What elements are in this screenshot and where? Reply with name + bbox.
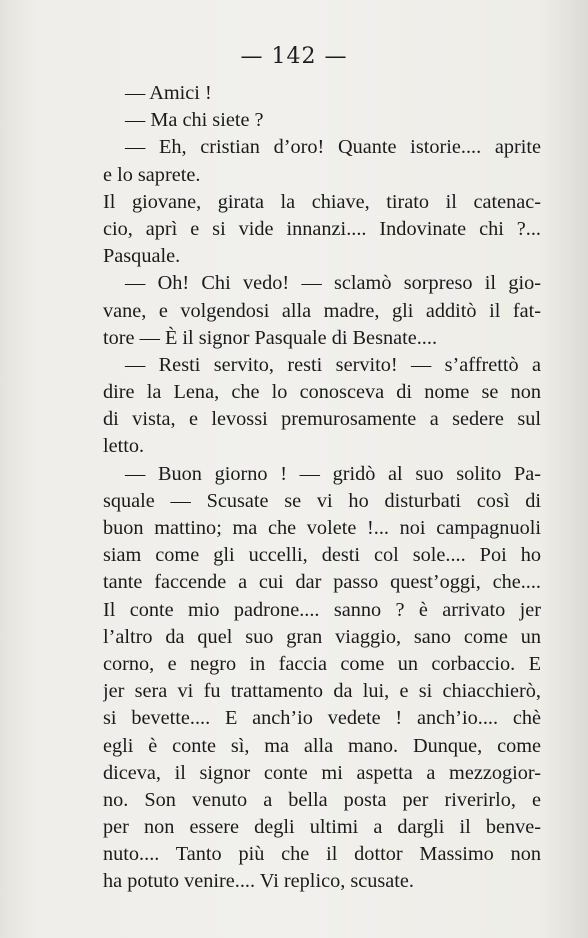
text-line: Il giovane, girata la chiave, tirato il catenac- (103, 190, 541, 213)
text-line: — Buon giorno ! — gridò al suo solito Pa- (125, 462, 541, 485)
text-line: buon mattino; ma che volete !... noi campagnuoli (103, 517, 541, 539)
text-line: — Resti servito, resti servito! — s’affrettò a (125, 353, 541, 376)
text-line: e lo saprete. (103, 163, 201, 186)
text-line: jer sera vi fu trattamento da lui, e si chiacchierò, (103, 680, 541, 703)
text-line: di vista, e levossi premurosamente a sedere sul (103, 408, 541, 431)
text-line: — Amici ! (125, 82, 212, 104)
text-line: — Oh! Chi vedo! — sclamò sorpreso il gio- (125, 272, 541, 295)
text-line: corno, e negro in faccia come un corbaccio. E (103, 652, 541, 675)
text-line: per non essere degli ultimi a dargli il benve- (103, 816, 541, 839)
text-line: letto. (103, 435, 145, 458)
text-line: Il conte mio padrone.... sanno ? è arrivato jer (103, 598, 541, 621)
text-line: dire la Lena, che lo conosceva di nome se non (103, 381, 541, 404)
text-line: egli è conte sì, ma alla mano. Dunque, come (103, 734, 541, 757)
text-line: no. Son venuto a bella posta per riverirlo, e (103, 788, 541, 811)
page-number: — 142 — (240, 44, 348, 69)
text-line: nuto.... Tanto più che il dottor Massimo non (103, 843, 541, 866)
text-line: Pasquale. (103, 245, 181, 268)
text-line: tore — È il signor Pasquale di Besnate.... (103, 326, 438, 349)
text-line: squale — Scusate se vi ho disturbati così di (103, 489, 541, 512)
text-line: vane, e volgendosi alla madre, gli additò il fat- (103, 299, 541, 322)
text-line: siam come gli uccelli, desti col sole.... Poi ho (103, 544, 541, 567)
text-line: — Ma chi siete ? (125, 109, 264, 132)
text-line: ha potuto venire.... Vi replico, scusate. (103, 870, 414, 893)
text-line: cio, aprì e si vide innanzi.... Indovinate chi ?... (103, 217, 541, 240)
text-line: diceva, il signor conte mi aspetta a mezzogior- (103, 761, 541, 784)
text-line: — Eh, cristian d’oro! Quante istorie.... aprite (125, 136, 541, 159)
text-line: si bevette.... E anch’io vedete ! anch’io.... chè (103, 707, 541, 730)
text-line: tante faccende a cui dar passo quest’oggi, che.... (103, 571, 541, 594)
text-line: l’altro da quel suo gran viaggio, sano come un (103, 625, 541, 648)
body-text (103, 80, 541, 896)
